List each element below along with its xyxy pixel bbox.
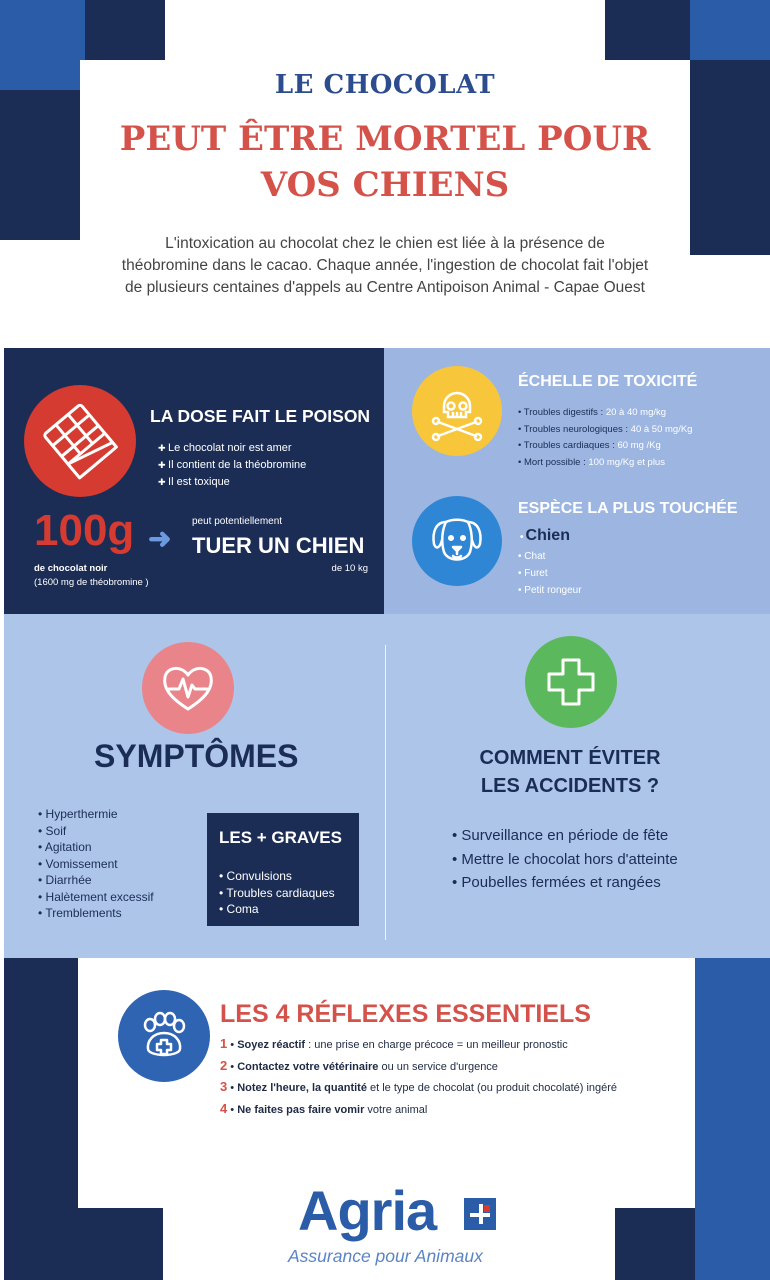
list-item: 1 • Soyez réactif : une prise en charge précoce = un meilleur pronostic [220,1036,568,1051]
list-item: • Surveillance en période de fête [452,824,678,848]
reflex-rest: ou un service d'urgence [378,1060,498,1073]
species-title: ESPÈCE LA PLUS TOUCHÉE [518,500,738,517]
list-item: • Diarrhée [38,872,154,889]
list-item: • Soif [38,823,154,840]
corner-decoration [85,0,165,60]
tox-value: 40 à 50 mg/Kg [630,423,693,435]
list-item: 3 • Notez l'heure, la quantité et le type de chocolat (ou produit chocolaté) ingéré [220,1079,618,1094]
tox-value: 60 mg /Kg [617,440,661,451]
reflexes-list [220,1034,617,1120]
reflex-bold: Contactez votre vétérinaire [237,1060,379,1073]
reflex-num: 1 [220,1036,228,1051]
list-item: • Troubles cardiaques [219,885,335,902]
severe-list [219,868,335,918]
toxicity-list [518,405,692,471]
brand-mark-part [484,1205,490,1212]
list-item: • Agitation [38,839,154,856]
tox-label: Troubles digestifs : [523,407,604,418]
dose-list [158,440,306,491]
list-item: • Furet [518,565,582,582]
list-item: • Petit rongeur [518,582,582,599]
reflex-bold: Soyez réactif [237,1039,306,1051]
dose-amount: 100g [34,506,135,555]
list-item: 2 • Contactez votre vétérinaire ou un service d'urgence [220,1057,498,1073]
chocolate-bar-icon [24,385,136,497]
list-item: • Mettre le chocolat hors d'atteinte [452,848,678,872]
reflex-rest: votre animal [364,1103,428,1116]
skull-crossbones-icon [412,366,502,456]
list-item [518,422,692,439]
list-item: • Poubelles fermées et rangées [452,871,678,895]
dose-title: LA DOSE FAIT LE POISON [150,406,371,426]
list-item [518,455,692,472]
corner-decoration [78,1208,163,1280]
corner-decoration [695,958,770,1280]
tox-value: 20 à 40 mg/kg [605,407,667,418]
paw-cross-icon [118,990,210,1082]
corner-decoration [4,958,78,1280]
reflex-rest: : une prise en charge précoce = un meilleur pronostic [305,1039,568,1051]
prevention-title [440,744,700,800]
dose-amount-sub: (1600 mg de théobromine ) [34,577,149,588]
title-line-2b: VOS CHIENS [260,165,510,205]
tox-label: Troubles neurologiques : [523,423,629,435]
toxicity-title: ÉCHELLE DE TOXICITÉ [518,373,698,390]
corner-decoration [690,0,770,60]
list-item: ✚ Le chocolat noir est amer [158,440,306,457]
corner-decoration [605,0,690,60]
reflex-num: 3 [220,1079,228,1094]
species-main-label: Chien [525,527,570,544]
list-item: 4 • Ne faites pas faire vomir votre animal [220,1100,428,1116]
dose-peut: peut potentiellement [192,516,283,527]
title-line-2a: PEUT ÊTRE MORTEL POUR [119,119,651,159]
list-item: • Tremblements [38,905,154,922]
intro-text [90,233,680,299]
prevention-title-line: LES ACCIDENTS ? [480,775,660,797]
list-item: ✚ Il contient de la théobromine [158,457,306,474]
title-line-2 [0,116,770,208]
divider [385,645,386,940]
corner-decoration [615,1208,695,1280]
prevention-list [452,824,678,895]
list-item: • Chat [518,548,582,565]
list-item: • Coma [219,901,335,918]
reflex-bold: Notez l'heure, la quantité [237,1082,367,1094]
reflex-bold: Ne faites pas faire vomir [237,1103,365,1116]
prevention-title-line: COMMENT ÉVITER [479,747,661,769]
symptoms-list [38,806,154,922]
tox-value: 100 mg/Kg et plus [588,456,665,468]
dose-tuer: TUER UN CHIEN [192,533,365,558]
list-item [518,405,692,422]
list-item: • Hyperthermie [38,806,154,823]
list-item: • Halètement excessif [38,889,154,906]
dog-face-icon [412,496,502,586]
title-line-1: LE CHOCOLAT [274,70,496,100]
list-item: • Convulsions [219,868,335,885]
tox-label: Troubles cardiaques : [523,440,615,451]
tox-label: Mort possible : [523,456,586,468]
reflex-num: 2 [220,1057,228,1073]
reflexes-title: LES 4 RÉFLEXES ESSENTIELS [220,1000,591,1028]
reflex-num: 4 [220,1100,228,1116]
severe-title: LES + GRAVES [219,828,342,847]
heartbeat-icon [142,642,234,734]
brand-tagline: Assurance pour Animaux [288,1246,483,1266]
dose-amount-label: de chocolat noir [34,563,108,574]
intro-line: L'intoxication au chocolat chez le chien est liée à la présence de [165,235,605,252]
brand-mark-icon [464,1198,496,1230]
list-item: • Vomissement [38,856,154,873]
brand-logo: Agria [298,1179,437,1242]
reflex-rest: et le type de chocolat (ou produit chocolaté) ingéré [366,1082,618,1094]
intro-line: théobromine dans le cacao. Chaque année, l'ingestion de chocolat fait l'objet [121,257,649,274]
dose-weight: de 10 kg [331,563,368,574]
species-main [520,527,570,545]
medical-cross-icon [525,636,617,728]
list-item [518,438,692,455]
arrow-right-icon: ➜ [148,523,172,554]
brand-mark-part [470,1213,490,1217]
list-item: ✚ Il est toxique [158,474,306,491]
species-list [518,548,582,599]
intro-line: de plusieurs centaines d'appels au Centre Antipoison Animal - Capae Ouest [125,279,645,296]
symptoms-title: SYMPTÔMES [94,738,299,774]
